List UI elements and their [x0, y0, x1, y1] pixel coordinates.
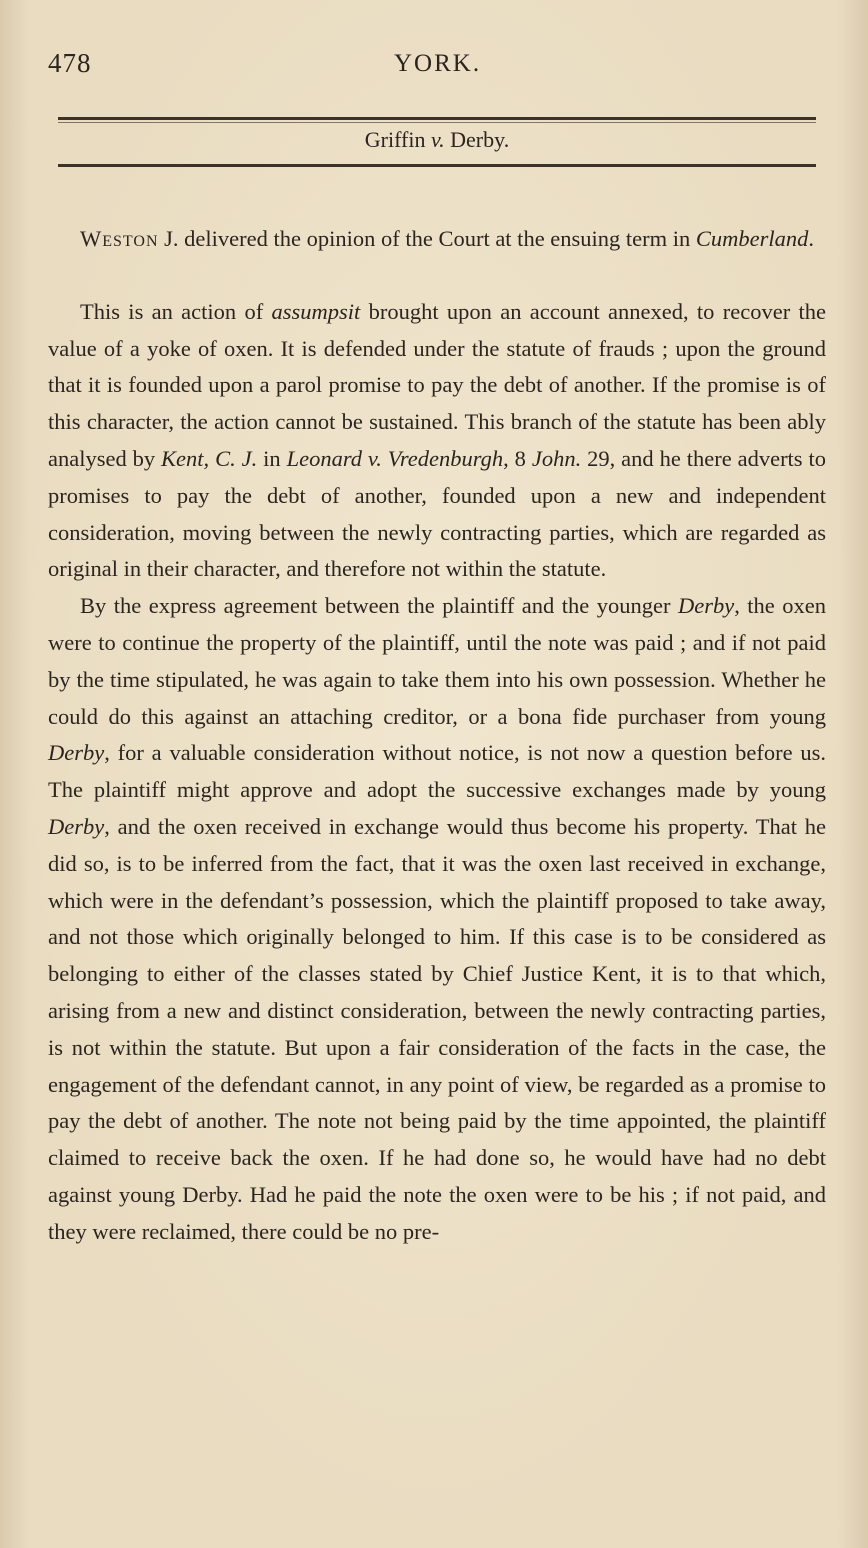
running-head: YORK.: [394, 50, 482, 77]
p2-text-4: , 8: [503, 445, 532, 471]
p3-italic-3: Derby: [48, 813, 105, 839]
p3-text-4: , and the oxen received in exchange would thus become his property. That he did so, is to be inferred from the fact, that it was the oxen last received in exchange, which were in the defendant’s possession, which the plaintiff proposed to take away, and not those which originally belonged to him. If this case is to be considered as belonging to either of the classes stated by Chief Justice Kent, it is to that which, arising from a new and distinct consideration, between the newly contracting parties, is not within the statute. But upon a fair consideration of the facts in the case, the engagement of the defendant cannot, in any point of view, be regarded as a promise to pay the debt of another. The note not being paid by the time appointed, the plaintiff claimed to receive back the oxen. If he had done so, he would have had no debt against young Derby. Had he paid the note the oxen were to be his ; if not paid, and they were reclaimed, there could be no pre-: [48, 813, 826, 1244]
header-rule-top-thin: [58, 122, 816, 123]
p2-text-1: This is an action of: [80, 298, 272, 324]
p2-italic-3: Leonard v. Vredenburgh: [286, 445, 504, 471]
caption-rule-bottom: [58, 164, 816, 167]
p3-text-2: , the oxen were to continue the property of the plaintiff, until the note was paid ; and if not paid by the time stipulated, he was again to take them into his own possession. Whether he could do this against an attaching creditor, or a bona fide purchaser from young: [48, 593, 826, 729]
caption-plaintiff: Griffin: [364, 127, 426, 152]
p2-text-3: in: [257, 445, 287, 471]
place-name: Cumberland: [695, 226, 809, 251]
p3-text-3: , for a valuable consideration without notice, is not now a question before us. The plaintiff might approve and adopt the successive exchanges made by young: [48, 740, 826, 803]
p1-text-2: .: [808, 226, 815, 251]
p3-italic-2: Derby: [48, 740, 105, 766]
opinion-text: [48, 221, 826, 1251]
caption-versus: v.: [431, 127, 445, 152]
p2-italic-4: John.: [531, 445, 582, 471]
p3-italic-1: Derby: [677, 593, 735, 619]
p2-text-5: 29, and he there adverts to promises to pay the debt of another, founded upon a new and independent consideration, moving between the newly contracting parties, which are regarded as original in their character, and therefore not within the statute.: [48, 445, 826, 582]
p2-text-2: brought upon an account annexed, to recover the value of a yoke of oxen. It is defended under the statute of frauds ; upon the ground that it is founded upon a parol promise to pay the debt of another. If the promise is of this character, the action cannot be sustained. This branch of the statute has been ably analysed by: [48, 298, 826, 471]
case-caption: [58, 127, 816, 153]
p2-italic-1: assumpsit: [271, 298, 361, 324]
p3-text-1: By the express agreement between the plaintiff and the younger: [80, 593, 678, 619]
paragraph-3: [48, 588, 826, 1250]
p2-italic-2: Kent, C. J.: [161, 445, 258, 471]
caption-defendant: Derby.: [450, 127, 510, 152]
judge-name: Weston: [80, 226, 159, 251]
header-rule-top: [58, 117, 816, 120]
paragraph-2: [48, 294, 826, 588]
page-number: 478: [48, 48, 92, 78]
paragraph-1: [48, 221, 826, 258]
p1-text-1: J. delivered the opinion of the Court at the ensuing term in: [158, 226, 696, 251]
page-header: [48, 48, 828, 88]
